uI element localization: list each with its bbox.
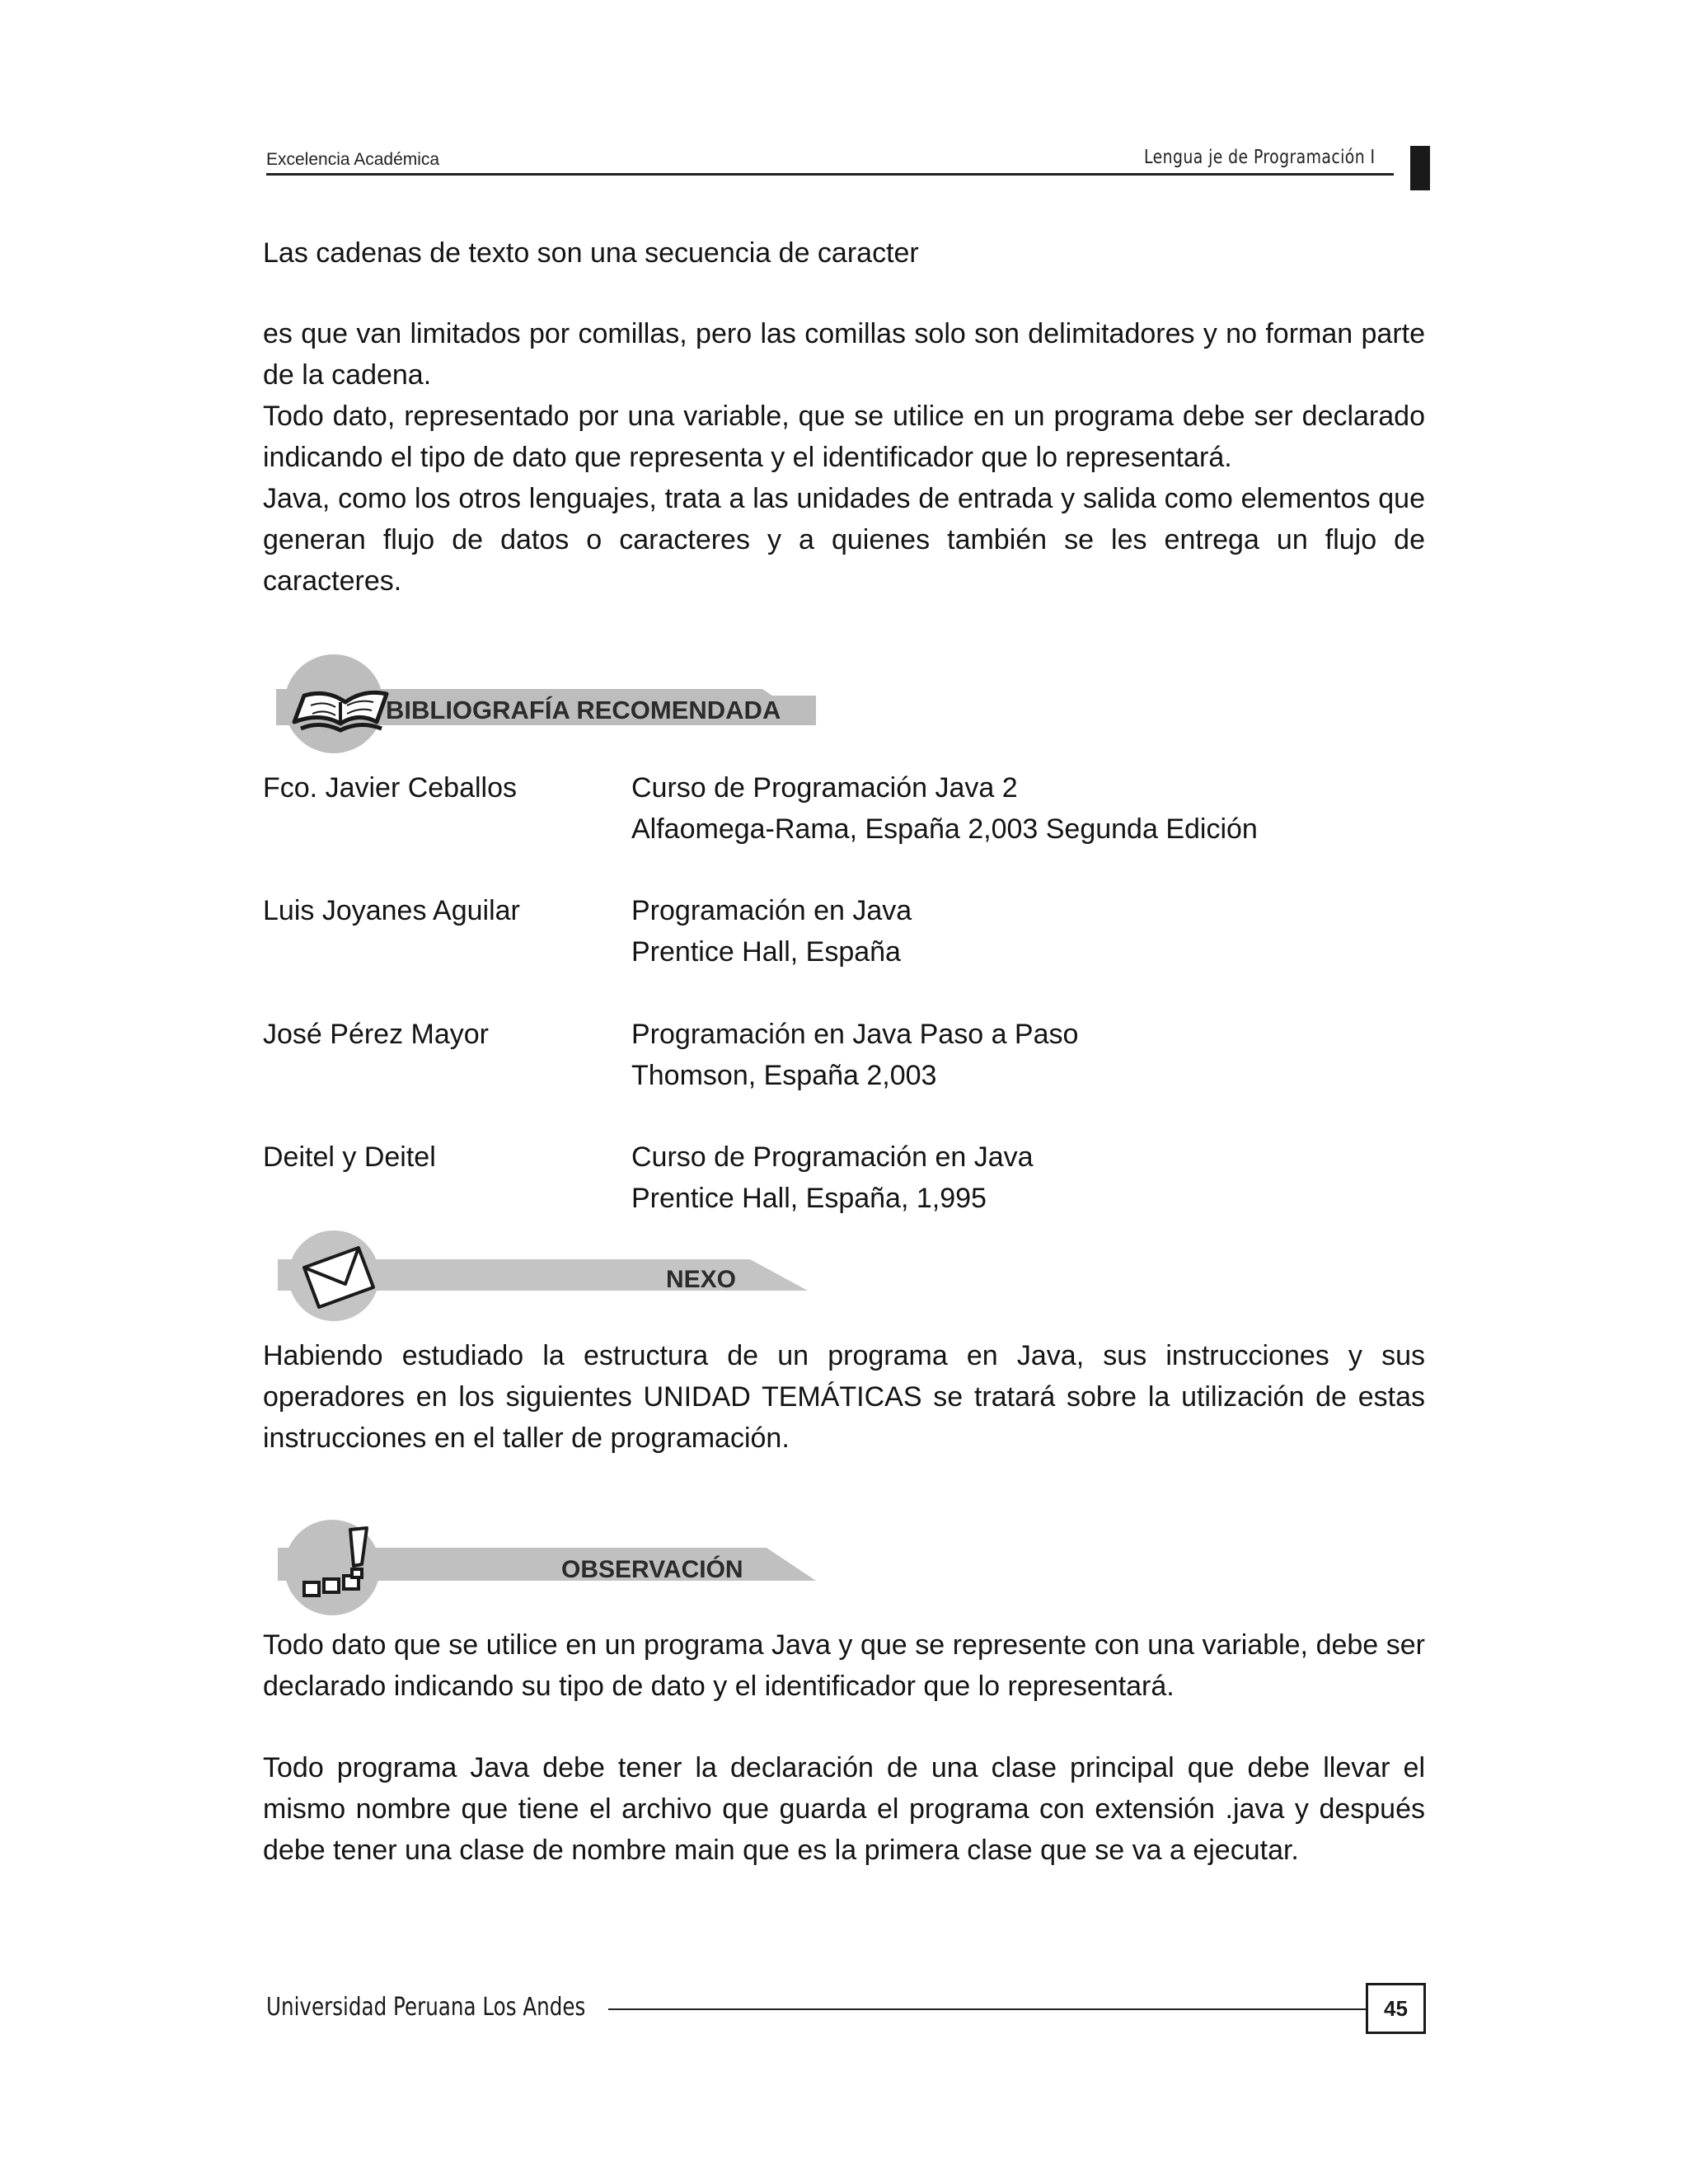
bib-publisher: Prentice Hall, España, 1,995 <box>631 1183 987 1214</box>
intro-paragraph-2: es que van limitados por comillas, pero las comillas solo son delimitadores y no forman parte de la cadena. <box>263 318 1425 391</box>
header-tab-marker <box>1410 146 1430 190</box>
page-number: 45 <box>1366 1983 1426 2034</box>
bibliography-banner-label: BIBLIOGRAFÍA RECOMENDADA <box>386 696 781 724</box>
header-right: Lengua je de Programación I <box>1144 147 1376 168</box>
bib-entry <box>263 1137 1417 1219</box>
bib-author: Deitel y Deitel <box>263 1141 436 1173</box>
nexo-banner <box>268 1225 828 1324</box>
header-left: Excelencia Académica <box>266 150 440 169</box>
bib-title: Curso de Programación Java 2 <box>631 772 1018 804</box>
observation-banner <box>268 1510 828 1617</box>
footer-rule <box>608 2008 1367 2010</box>
bib-work <box>631 1137 1034 1219</box>
bib-work <box>631 890 912 972</box>
bib-entry <box>263 1014 1417 1096</box>
intro-paragraph-1: Las cadenas de texto son una secuencia de caracter <box>263 237 919 269</box>
bib-author: José Pérez Mayor <box>263 1019 489 1050</box>
bib-author: Fco. Javier Ceballos <box>263 772 518 804</box>
bib-entry <box>263 767 1417 850</box>
bib-title: Programación en Java <box>631 895 912 926</box>
observation-banner-label: OBSERVACIÓN <box>561 1556 743 1583</box>
bib-title: Programación en Java Paso a Paso <box>631 1019 1079 1050</box>
header-rule <box>266 173 1394 176</box>
bibliography-banner <box>268 653 828 755</box>
bib-publisher: Prentice Hall, España <box>631 936 901 968</box>
bib-work <box>631 767 1258 850</box>
nexo-paragraph: Habiendo estudiado la estructura de un programa en Java, sus instrucciones y sus operadores en los siguientes UNIDAD TEMÁTICAS se tratará sobre la utilización de estas instrucciones en el taller de programación. <box>263 1340 1425 1454</box>
bib-title: Curso de Programación en Java <box>631 1141 1034 1173</box>
book-icon <box>294 692 387 730</box>
bib-author: Luis Joyanes Aguilar <box>263 895 520 926</box>
nexo-banner-label: NEXO <box>666 1266 737 1293</box>
bib-entry <box>263 890 1417 972</box>
intro-paragraphs <box>263 313 1425 602</box>
intro-paragraph-3: Todo dato, representado por una variable, que se utilice en un programa debe ser declarado indicando el tipo de dato que representa y el identificador que lo representará. <box>263 401 1425 473</box>
observation-paragraph-2: Todo programa Java debe tener la declaración de una clase principal que debe llevar el mismo nombre que tiene el archivo que guarda el programa con extensión .java y después debe tener una clase de nombre main que es la primera clase que se va a ejecutar. <box>263 1752 1425 1866</box>
footer-university: Universidad Peruana Los Andes <box>266 1993 586 2022</box>
intro-paragraph-4: Java, como los otros lenguajes, trata a las unidades de entrada y salida como elementos que generan flujo de datos o caracteres y a quienes también se les entrega un flujo de caracteres. <box>263 483 1425 597</box>
bib-publisher: Alfaomega-Rama, España 2,003 Segunda Edición <box>631 813 1258 845</box>
bib-work <box>631 1014 1078 1096</box>
bib-publisher: Thomson, España 2,003 <box>631 1060 937 1091</box>
observation-paragraph-1: Todo dato que se utilice en un programa Java y que se represente con una variable, debe ser declarado indicando su tipo de dato y el identificador que lo representará. <box>263 1629 1425 1702</box>
